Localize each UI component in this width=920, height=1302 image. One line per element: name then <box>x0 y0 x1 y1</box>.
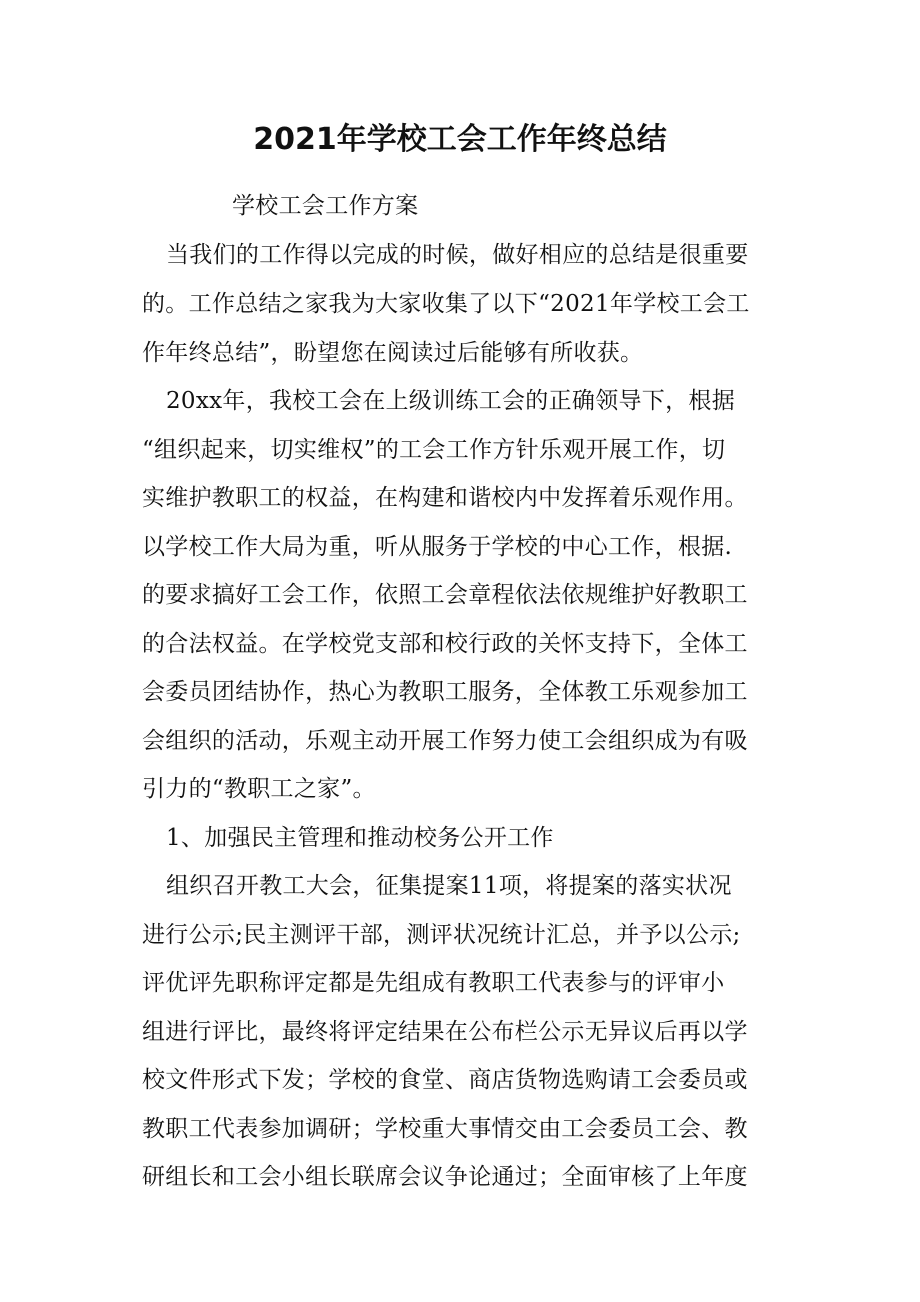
text-line: 引力的“教职工之家”。 <box>142 776 376 802</box>
text-line: 的。工作总结之家我为大家收集了以下“2021年学校工会工 <box>142 291 750 317</box>
section-heading: 1、加强民主管理和推动校务公开工作 <box>166 825 554 851</box>
text-line: 进行公示;民主测评干部，测评状况统计汇总，并予以公示; <box>142 922 741 948</box>
text-line: 的合法权益。在学校党支部和校行政的关怀支持下，全体工 <box>142 631 748 657</box>
document-title: 2021年学校工会工作年终总结 <box>253 122 667 157</box>
text-line: 作年终总结”，盼望您在阅读过后能够有所收获。 <box>142 340 644 366</box>
text-line: 以学校工作大局为重，听从服务于学校的中心工作，根据. <box>142 534 733 560</box>
subtitle-line: 学校工会工作方案 <box>232 193 419 219</box>
text-line: 评优评先职称评定都是先组成有教职工代表参与的评审小 <box>142 970 725 996</box>
text-line: 会委员团结协作，热心为教职工服务，全体教工乐观参加工 <box>142 679 748 705</box>
text-line: 教职工代表参加调研；学校重大事情交由工会委员工会、教 <box>142 1116 748 1142</box>
text-line: 的要求搞好工会工作，依照工会章程依法依规维护好教职工 <box>142 582 748 608</box>
text-line: 研组长和工会小组长联席会议争论通过；全面审核了上年度 <box>142 1164 748 1190</box>
text-line: 组织召开教工大会，征集提案11项，将提案的落实状况 <box>166 873 732 899</box>
text-line: 校文件形式下发；学校的食堂、商店货物选购请工会委员或 <box>142 1067 748 1093</box>
text-line: 实维护教职工的权益，在构建和谐校内中发挥着乐观作用。 <box>142 485 748 511</box>
text-line: 会组织的活动，乐观主动开展工作努力使工会组织成为有吸 <box>142 728 748 754</box>
text-line: 组进行评比，最终将评定结果在公布栏公示无异议后再以学 <box>142 1019 748 1045</box>
text-line: 20xx年，我校工会在上级训练工会的正确领导下，根据 <box>166 388 736 414</box>
text-line: 当我们的工作得以完成的时候，做好相应的总结是很重要 <box>166 242 749 268</box>
text-line: “组织起来，切实维权”的工会工作方针乐观开展工作，切 <box>142 437 726 463</box>
